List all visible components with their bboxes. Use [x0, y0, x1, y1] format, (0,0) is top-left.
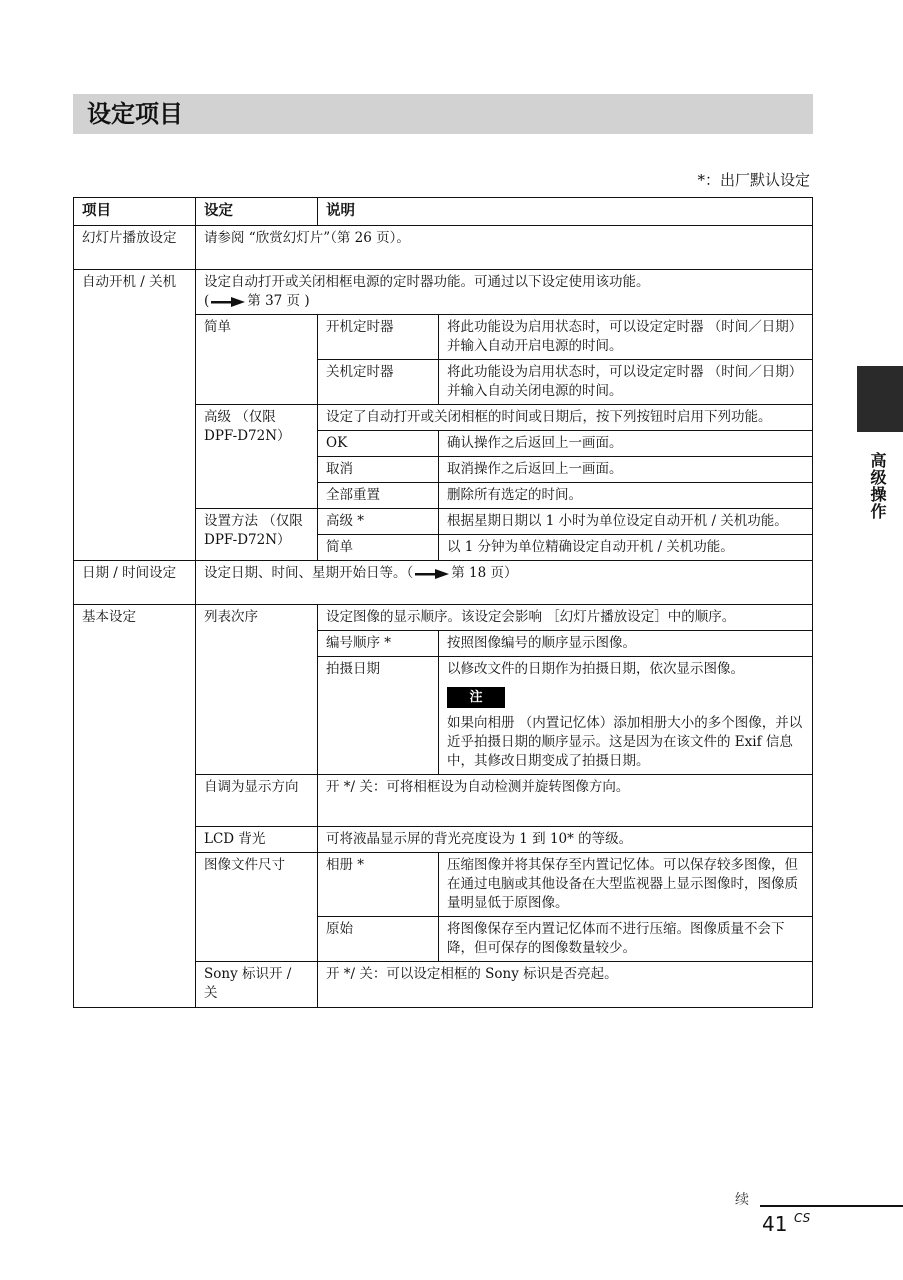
setting-cell: LCD 背光 — [196, 827, 318, 853]
settings-table — [73, 197, 813, 1008]
description-cell: 开 */ 关：可以设定相框的 Sony 标识是否亮起。 — [318, 962, 813, 1008]
subsetting-cell: 编号顺序 * — [318, 631, 439, 657]
description-cell: 开 */ 关：可将相框设为自动检测并旋转图像方向。 — [318, 775, 813, 827]
subsetting-cell: 相册 * — [318, 853, 439, 917]
description-cell: 将此功能设为启用状态时，可以设定定时器 （时间／日期）并输入自动关闭电源的时间。 — [439, 360, 813, 405]
subsetting-cell: 高级 * — [318, 509, 439, 535]
item-cell: 日期 / 时间设定 — [74, 561, 196, 605]
description-text: 设定日期、时间、星期开始日等。（ — [204, 565, 414, 581]
subsetting-cell: 简单 — [318, 535, 439, 561]
table-row — [74, 270, 813, 315]
subsetting-cell: OK — [318, 431, 439, 457]
side-tab-label: 高级操作 — [868, 452, 887, 520]
setting-cell: 高级 （仅限 DPF-D72N） — [196, 405, 318, 509]
description-cell: 设定图像的显示顺序。该设定会影响 ［幻灯片播放设定］中的顺序。 — [318, 605, 813, 631]
item-cell: 自动开机 / 关机 — [74, 270, 196, 561]
subsetting-cell: 关机定时器 — [318, 360, 439, 405]
table-header-row — [74, 198, 813, 226]
arrow-right-icon — [415, 569, 449, 579]
description-cell: 压缩图像并将其保存至内置记忆体。可以保存较多图像，但在通过电脑或其他设备在大型监视器上显示图像时，图像质量明显低于原图像。 — [439, 853, 813, 917]
page-reference: 第 18 页） — [451, 565, 518, 581]
table-row — [74, 561, 813, 605]
setting-cell: 自调为显示方向 — [196, 775, 318, 827]
description-cell — [196, 270, 813, 315]
side-tab-marker — [857, 366, 903, 432]
setting-cell: 设置方法 （仅限 DPF-D72N） — [196, 509, 318, 561]
page-reference: 第 37 页 ) — [247, 293, 310, 309]
item-cell: 幻灯片播放设定 — [74, 226, 196, 270]
title-bar — [73, 94, 813, 134]
note-badge: 注 — [447, 687, 505, 708]
table-row — [74, 605, 813, 631]
subsetting-cell: 取消 — [318, 457, 439, 483]
ref-open: ( — [204, 293, 210, 309]
setting-cell: 列表次序 — [196, 605, 318, 775]
description-cell — [196, 561, 813, 605]
footer-divider — [760, 1205, 903, 1207]
subsetting-cell: 全部重置 — [318, 483, 439, 509]
description-cell: 按照图像编号的顺序显示图像。 — [439, 631, 813, 657]
page-number: 41 — [762, 1212, 788, 1236]
setting-cell: 简单 — [196, 315, 318, 405]
header-description: 说明 — [318, 198, 813, 226]
header-item: 项目 — [74, 198, 196, 226]
setting-cell: Sony 标识开 / 关 — [196, 962, 318, 1008]
setting-cell: 图像文件尺寸 — [196, 853, 318, 962]
page-language-suffix: CS — [794, 1211, 811, 1225]
description-cell: 取消操作之后返回上一画面。 — [439, 457, 813, 483]
page-title: 设定项目 — [87, 100, 183, 128]
continued-mark: 续 — [735, 1192, 749, 1208]
note-text: 如果向相册 （内置记忆体）添加相册大小的多个图像，并以近乎拍摄日期的顺序显示。这是因为在该文件的 Exif 信息中，其修改日期变成了拍摄日期。 — [447, 715, 803, 769]
header-setting: 设定 — [196, 198, 318, 226]
description-text: 以修改文件的日期作为拍摄日期，依次显示图像。 — [447, 661, 744, 677]
description-cell — [439, 657, 813, 775]
description-cell: 根据星期日期以 1 小时为单位设定自动开机 / 关机功能。 — [439, 509, 813, 535]
description-cell: 可将液晶显示屏的背光亮度设为 1 到 10* 的等级。 — [318, 827, 813, 853]
table-row — [74, 226, 813, 270]
description-cell: 请参阅 “欣赏幻灯片”（第 26 页）。 — [196, 226, 813, 270]
description-text: 设定自动打开或关闭相框电源的定时器功能。可通过以下设定使用该功能。 — [204, 274, 650, 290]
description-cell: 将此功能设为启用状态时，可以设定定时器 （时间／日期）并输入自动开启电源的时间。 — [439, 315, 813, 360]
subsetting-cell: 拍摄日期 — [318, 657, 439, 775]
default-setting-note: *：出厂默认设定 — [697, 171, 810, 189]
description-cell: 确认操作之后返回上一画面。 — [439, 431, 813, 457]
description-cell: 以 1 分钟为单位精确设定自动开机 / 关机功能。 — [439, 535, 813, 561]
item-cell: 基本设定 — [74, 605, 196, 1008]
arrow-right-icon — [211, 297, 245, 307]
description-cell: 删除所有选定的时间。 — [439, 483, 813, 509]
description-cell: 设定了自动打开或关闭相框的时间或日期后，按下列按钮时启用下列功能。 — [318, 405, 813, 431]
subsetting-cell: 原始 — [318, 917, 439, 962]
subsetting-cell: 开机定时器 — [318, 315, 439, 360]
description-cell: 将图像保存至内置记忆体而不进行压缩。图像质量不会下降，但可保存的图像数量较少。 — [439, 917, 813, 962]
